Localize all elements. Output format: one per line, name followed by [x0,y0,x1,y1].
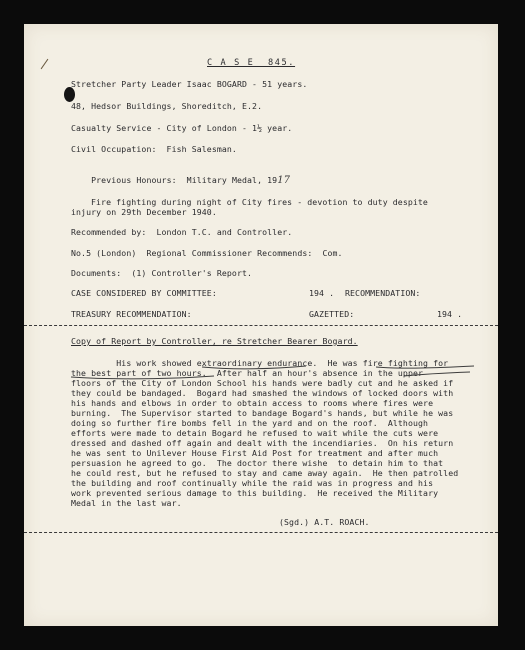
gazetted-year: 194 . [437,309,463,319]
report-line: burning. The Supervisor started to bandage Bogard's hands, but while he was [71,408,454,418]
document-page [24,24,498,626]
report-line: the best part of two hours. After half an hour's absence in the upper [71,368,424,378]
committee-label: CASE CONSIDERED BY COMMITTEE: [71,288,217,298]
documents-line: Documents: (1) Controller's Report. [71,268,253,278]
treasury-label: TREASURY RECOMMENDATION: [71,309,192,319]
leader-line: Stretcher Party Leader Isaac BOGARD - 51 years. [71,79,308,89]
pencil-mark [41,59,49,69]
report-line: His work showed extraordinary endurance. He was fire fighting for [71,358,449,368]
citation-line-2: injury on 29th December 1940. [71,207,217,217]
regional-recommendation: No.5 (London) Regional Commissioner Recommends: Com. [71,248,343,258]
ink-blot [64,87,75,102]
report-line: the building and roof continually while the raid was in progress and his [71,478,434,488]
report-line: doing so further fire bombs fell in the yard and on the roof. Although [71,418,429,428]
report-line: his hands and elbows in order to obtain access to rooms where fires were [71,398,434,408]
service-line: Casualty Service - City of London - 1½ year. [71,123,293,133]
report-line: he was sent to Unilever House First Aid Post for treatment and after much [71,448,439,458]
committee-year: 194 . [309,288,335,298]
recommendation-label: RECOMMENDATION: [345,288,421,298]
address-line: 48, Hedsor Buildings, Shoreditch, E.2. [71,101,263,111]
occupation-line: Civil Occupation: Fish Salesman. [71,144,237,154]
report-line: floors of the City of London School his hands were badly cut and he asked if [71,378,454,388]
citation-line-1: Fire fighting during night of City fires - devotion to duty despite [91,197,428,207]
report-heading: Copy of Report by Controller, re Stretcher Bearer Bogard. [71,336,358,346]
report-line: they could be bandaged. Bogard had smashed the windows of locked doors with [71,388,454,398]
report-line: Medal in the last war. [71,498,182,508]
case-number: C A S E 845. [207,58,296,68]
gazetted-label: GAZETTED: [309,309,355,319]
signature: (Sgd.) A.T. ROACH. [279,517,370,527]
report-line: work prevented serious damage to this building. He received the Military [71,488,439,498]
report-line: dressed and dashed off again and dealt with the incendiaries. On his return [71,438,454,448]
divider-bottom [24,532,498,533]
honours-text: Previous Honours: Military Medal, 19 [91,175,278,185]
divider-top [24,325,498,326]
recommended-by: Recommended by: London T.C. and Controller. [71,227,293,237]
report-line: persuasion he agreed to go. The doctor there wishe to detain him to that [71,458,444,468]
report-line: efforts were made to detain Bogard he refused to wait while the cuts were [71,428,439,438]
honours-year-handwritten: 17 [277,175,291,186]
honours-line [71,165,290,196]
report-line: he could rest, but he refused to stay and came away again. He then patrolled [71,468,459,478]
